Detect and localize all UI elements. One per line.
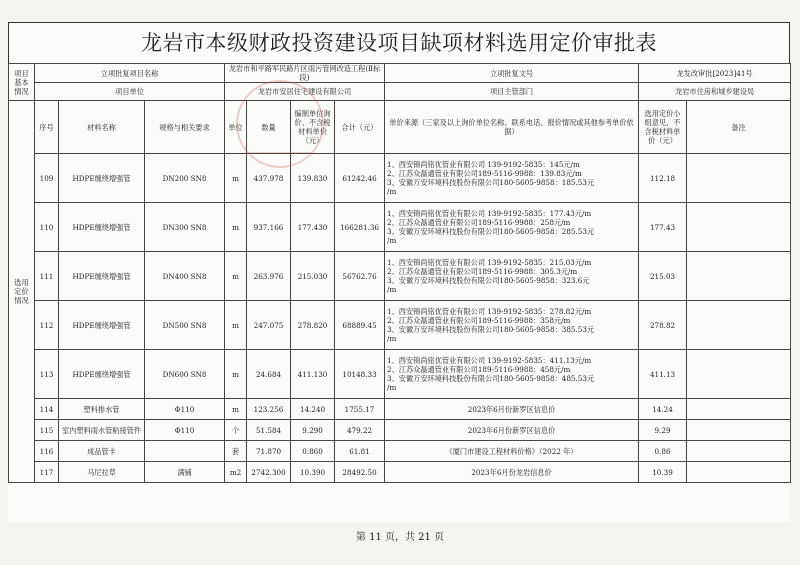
row-source (385, 203, 639, 252)
row-seq: 110 (35, 203, 59, 252)
source-line: 3、安徽万安环境科技股份有限公司180-5605-9858：185.53元 (387, 178, 595, 187)
row-unit: 个 (225, 420, 247, 441)
row-suggest: 9.29 (639, 420, 687, 441)
table-row (9, 350, 791, 399)
source-line: 1、西安锦尚铭优管业有限公司 139-9192-5835：278.82元/m (387, 307, 592, 316)
row-suggest: 112.18 (639, 154, 687, 203)
seal-trace (248, 152, 312, 163)
approval-name-value: 龙岩市和平路军民路片区雨污管网改造工程(Ⅱ标段) (225, 64, 385, 83)
row-remark (687, 420, 791, 441)
approval-sheet (8, 22, 790, 522)
row-spec: DN200 SN8 (145, 154, 225, 203)
approval-no-label: 立项批复文号 (385, 64, 639, 83)
table-row (9, 154, 791, 203)
row-qty: 263.976 (247, 252, 291, 301)
page-title: 龙岩市本级财政投资建设项目缺项材料选用定价审批表 (8, 22, 790, 64)
row-total: 61.81 (335, 441, 385, 462)
row-spec: Φ110 (145, 420, 225, 441)
source-line: 2、江苏众磊通管业有限公司189-5116-9988：305.3元/m (387, 267, 578, 276)
project-info-label: 项目基本情况 (9, 64, 35, 101)
row-name: HDPE缠绕增强管 (59, 301, 145, 350)
header-row (9, 101, 791, 154)
table-row (9, 252, 791, 301)
source-line: /m (387, 383, 397, 392)
row-seq: 109 (35, 154, 59, 203)
row-qty: 2742.300 (247, 462, 291, 483)
row-unit: m2 (225, 462, 247, 483)
row-seq: 115 (35, 420, 59, 441)
row-suggest: 0.86 (639, 441, 687, 462)
row-price: 139.830 (291, 154, 335, 203)
row-remark (687, 462, 791, 483)
table-row (9, 462, 791, 483)
row-unit: m (225, 301, 247, 350)
row-name: 成品管卡 (59, 441, 145, 462)
row-source: 《厦门市建设工程材料价格》（2022 年） (385, 441, 639, 462)
info-row-unit (9, 83, 791, 101)
row-source (385, 350, 639, 399)
row-qty: 937.166 (247, 203, 291, 252)
row-seq: 114 (35, 399, 59, 420)
source-line: /m (387, 187, 397, 196)
row-qty: 437.978 (247, 154, 291, 203)
row-price: 215.030 (291, 252, 335, 301)
header-qty: 数量 (247, 101, 291, 154)
row-total: 61242.46 (335, 154, 385, 203)
header-source: 单价来源（三家及以上询价单位名称、联系电话、报价情况或其他参考单价依据） (385, 101, 639, 154)
header-seq: 序号 (35, 101, 59, 154)
approval-name-label: 立项批复项目名称 (35, 64, 225, 83)
row-spec (145, 441, 225, 462)
row-suggest: 215.03 (639, 252, 687, 301)
row-suggest: 411.13 (639, 350, 687, 399)
header-price: 编制单位询价、不含税材料单价（元） (291, 101, 335, 154)
row-price: 0.860 (291, 441, 335, 462)
row-spec: DN500 SN8 (145, 301, 225, 350)
source-line: 3、安徽万安环境科技股份有限公司180-5605-9858：485.53元 (387, 374, 595, 383)
row-total: 479.22 (335, 420, 385, 441)
row-qty: 24.684 (247, 350, 291, 399)
row-spec: Φ110 (145, 399, 225, 420)
row-seq: 117 (35, 462, 59, 483)
row-price: 14.240 (291, 399, 335, 420)
row-total: 68889.45 (335, 301, 385, 350)
header-suggest: 选用定价小组意见，不含税材料单价（元） (639, 101, 687, 154)
row-remark (687, 203, 791, 252)
row-remark (687, 441, 791, 462)
source-line: 1、西安锦尚铭优管业有限公司 139-9192-5835：177.43元/m (387, 209, 592, 218)
source-line: 3、安徽万安环境科技股份有限公司180-5605-9858：323.6元 (387, 276, 590, 285)
table-row (9, 203, 791, 252)
row-qty: 123.256 (247, 399, 291, 420)
row-spec: 满铺 (145, 462, 225, 483)
row-remark (687, 399, 791, 420)
row-source: 2023年6月份新罗区信息价 (385, 399, 639, 420)
row-total: 1755.17 (335, 399, 385, 420)
row-price: 411.130 (291, 350, 335, 399)
approval-no-value: 龙发改审批[2023]41号 (639, 64, 791, 83)
info-row-approval (9, 64, 791, 83)
source-line: 2、江苏众磊通管业有限公司189-5116-9988：139.83元/m (387, 169, 582, 178)
row-remark (687, 154, 791, 203)
row-total: 28492.50 (335, 462, 385, 483)
row-remark (687, 252, 791, 301)
row-source (385, 252, 639, 301)
row-qty: 71.870 (247, 441, 291, 462)
source-line: 3、安徽万安环境科技股份有限公司180-5605-9858：285.53元 (387, 227, 595, 236)
row-spec: DN300 SN8 (145, 203, 225, 252)
row-suggest: 14.24 (639, 399, 687, 420)
source-line: 2、江苏众磊通管业有限公司189-5116-9988：458元/m (387, 365, 571, 374)
unit-value: 龙岩市安居住宅建设有限公司 (225, 83, 385, 101)
row-name: 塑料排水管 (59, 399, 145, 420)
row-total: 10148.33 (335, 350, 385, 399)
row-source (385, 301, 639, 350)
header-unit: 单位 (225, 101, 247, 154)
row-suggest: 177.43 (639, 203, 687, 252)
header-name: 材料名称 (59, 101, 145, 154)
row-remark (687, 301, 791, 350)
row-price: 9.290 (291, 420, 335, 441)
source-line: 1、西安锦尚铭优管业有限公司 139-9192-5835：411.13元/m (387, 356, 592, 365)
table-row (9, 399, 791, 420)
table-row (9, 420, 791, 441)
approval-table (8, 63, 791, 483)
dept-label: 项目主管部门 (385, 83, 639, 101)
row-name: 室内塑料雨水管粘接管件 (59, 420, 145, 441)
row-total: 166281.36 (335, 203, 385, 252)
row-qty: 51.584 (247, 420, 291, 441)
row-unit: m (225, 350, 247, 399)
header-total: 合计（元） (335, 101, 385, 154)
row-seq: 113 (35, 350, 59, 399)
source-line: 3、安徽万安环境科技股份有限公司180-5605-9858：385.53元 (387, 325, 595, 334)
row-name: HDPE缠绕增强管 (59, 154, 145, 203)
row-name: HDPE缠绕增强管 (59, 203, 145, 252)
header-spec: 规格与相关要求 (145, 101, 225, 154)
row-spec: DN400 SN8 (145, 252, 225, 301)
source-line: 1、西安锦尚铭优管业有限公司 139-9192-5835：145元/m (387, 160, 580, 169)
row-unit: m (225, 399, 247, 420)
row-source: 2023年6月份龙岩信息价 (385, 462, 639, 483)
row-name: 马尼拉草 (59, 462, 145, 483)
row-remark (687, 350, 791, 399)
row-price: 10.390 (291, 462, 335, 483)
row-qty: 247.075 (247, 301, 291, 350)
row-name: HDPE缠绕增强管 (59, 252, 145, 301)
source-line: /m (387, 334, 397, 343)
source-line: 2、江苏众磊通管业有限公司189-5116-9988：358元/m (387, 316, 571, 325)
source-line: 1、西安锦尚铭优管业有限公司 139-9192-5835：215.03元/m (387, 258, 592, 267)
dept-value: 龙岩市住房和城乡建设局 (639, 83, 791, 101)
page-number: 第 11 页，共 21 页 (355, 532, 445, 543)
header-remark: 备注 (687, 101, 791, 154)
row-total: 56762.76 (335, 252, 385, 301)
source-line: 2、江苏众磊通管业有限公司189-5116-9988：258元/m (387, 218, 571, 227)
row-unit: m (225, 203, 247, 252)
row-suggest: 10.39 (639, 462, 687, 483)
row-unit: m (225, 154, 247, 203)
unit-label: 项目单位 (35, 83, 225, 101)
row-seq: 111 (35, 252, 59, 301)
row-price: 278.820 (291, 301, 335, 350)
row-source (385, 154, 639, 203)
row-seq: 116 (35, 441, 59, 462)
row-unit: m (225, 252, 247, 301)
source-line: /m (387, 285, 397, 294)
pricing-label: 选用定价情况 (9, 101, 35, 483)
row-unit: 套 (225, 441, 247, 462)
row-source: 2023年6月份新罗区信息价 (385, 420, 639, 441)
table-row (9, 301, 791, 350)
row-spec: DN600 SN8 (145, 350, 225, 399)
row-price: 177.430 (291, 203, 335, 252)
table-row (9, 441, 791, 462)
source-line: /m (387, 236, 397, 245)
row-name: HDPE缠绕增强管 (59, 350, 145, 399)
row-suggest: 278.82 (639, 301, 687, 350)
row-seq: 112 (35, 301, 59, 350)
